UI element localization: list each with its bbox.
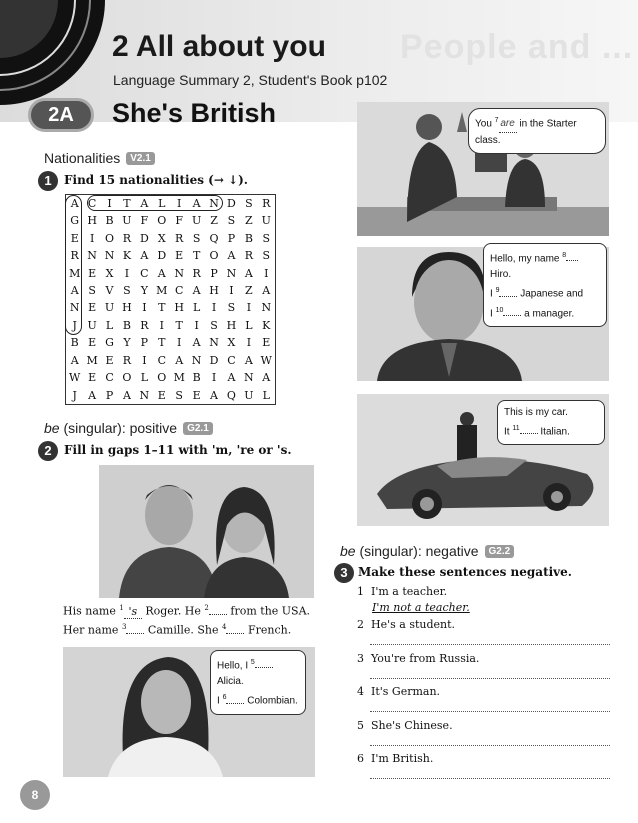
- negative-item-6-answer-line[interactable]: [370, 778, 610, 779]
- grid-cell[interactable]: O: [122, 371, 132, 385]
- grid-cell[interactable]: T: [158, 336, 166, 350]
- grid-cell[interactable]: C: [105, 371, 114, 385]
- grid-cell[interactable]: R: [122, 231, 132, 245]
- grid-cell[interactable]: N: [104, 249, 115, 263]
- nationalities-heading: [44, 150, 155, 166]
- grid-cell[interactable]: A: [210, 388, 218, 402]
- grid-cell[interactable]: U: [87, 318, 97, 332]
- grid-cell[interactable]: I: [142, 353, 147, 367]
- exercise-3-number: 3: [334, 563, 354, 583]
- grid-cell[interactable]: L: [105, 318, 114, 332]
- grid-cell[interactable]: P: [210, 266, 218, 280]
- grid-cell[interactable]: S: [262, 231, 271, 245]
- grid-cell[interactable]: X: [227, 336, 236, 350]
- grid-cell[interactable]: G: [70, 214, 80, 228]
- grid-cell[interactable]: I: [177, 336, 182, 350]
- gap-8-number: 8: [562, 252, 567, 259]
- grid-cell[interactable]: I: [229, 284, 234, 298]
- grid-cell[interactable]: C: [140, 266, 149, 280]
- found-word-circle-horizontal: [87, 195, 223, 211]
- gap-7-answer[interactable]: are: [499, 116, 517, 133]
- grid-cell[interactable]: I: [159, 318, 164, 332]
- unit-title: 2 All about you: [112, 30, 326, 63]
- grid-cell[interactable]: I: [264, 266, 269, 280]
- speech-bubble-car: [497, 400, 605, 445]
- negative-heading-rest: (singular): negative: [355, 543, 479, 559]
- hiro-text-d: Japanese and: [520, 288, 584, 300]
- grid-cell[interactable]: K: [122, 249, 132, 263]
- grid-cell[interactable]: A: [192, 336, 201, 350]
- grid-cell[interactable]: A: [244, 353, 253, 367]
- positive-sentence-1: [63, 604, 310, 619]
- grid-cell[interactable]: K: [262, 318, 271, 332]
- grid-cell[interactable]: B: [105, 214, 114, 228]
- grid-cell[interactable]: I: [124, 266, 130, 280]
- gap-6-number: 6: [222, 694, 227, 702]
- grid-cell[interactable]: A: [157, 266, 166, 280]
- grid-cell[interactable]: H: [174, 301, 184, 315]
- grid-cell[interactable]: C: [227, 353, 236, 367]
- gap-4-number: 4: [222, 623, 227, 631]
- speech-bubble-starter: [468, 108, 606, 154]
- negative-item-1-number: 1: [357, 585, 364, 598]
- page-number: 8: [20, 780, 50, 810]
- gap-11-blank[interactable]: [520, 433, 538, 434]
- grid-cell[interactable]: D: [139, 231, 149, 245]
- grid-cell[interactable]: W: [69, 371, 81, 385]
- grid-cell[interactable]: N: [139, 388, 150, 402]
- lesson-badge: 2A: [28, 98, 94, 132]
- gap-5-blank[interactable]: [255, 667, 273, 668]
- hiro-text-b: Hiro.: [490, 269, 512, 281]
- grid-cell[interactable]: E: [88, 301, 97, 315]
- grid-cell[interactable]: S: [175, 388, 183, 402]
- grid-cell[interactable]: A: [88, 388, 97, 402]
- grid-cell[interactable]: R: [70, 249, 79, 263]
- grid-cell[interactable]: A: [262, 284, 271, 298]
- exercise-1-instruction: Find 15 nationalities (→ ↓).: [64, 173, 248, 187]
- grid-cell[interactable]: C: [87, 197, 97, 210]
- grid-cell[interactable]: P: [227, 231, 236, 245]
- grid-cell[interactable]: D: [209, 353, 219, 367]
- found-word-circle-vertical: [65, 195, 82, 335]
- grid-cell[interactable]: A: [192, 197, 201, 210]
- grid-cell[interactable]: T: [158, 301, 166, 315]
- grid-cell[interactable]: A: [175, 353, 184, 367]
- negative-item-3-number: 3: [357, 652, 364, 665]
- negative-heading-be: be: [340, 543, 356, 559]
- grid-cell[interactable]: I: [211, 301, 217, 315]
- grid-cell[interactable]: S: [210, 318, 218, 332]
- alicia-text-a: Hello, I: [217, 660, 249, 672]
- negative-item-6-number: 6: [357, 752, 364, 765]
- positive-heading-be: be: [44, 420, 60, 436]
- negative-item-4-number: 4: [357, 685, 364, 698]
- exercise-3-instruction: Make these sentences negative.: [358, 565, 572, 579]
- gap-2-number: 2: [204, 604, 209, 612]
- grid-cell[interactable]: W: [260, 353, 272, 367]
- grid-cell[interactable]: S: [245, 197, 253, 210]
- grid-cell[interactable]: H: [226, 318, 237, 332]
- grid-cell[interactable]: H: [87, 214, 97, 228]
- starter-text-a: You: [475, 118, 492, 130]
- negative-item-2: [357, 618, 455, 631]
- lesson-title: She's British: [112, 98, 276, 128]
- grid-cell[interactable]: B: [70, 336, 79, 350]
- grid-cell[interactable]: R: [140, 318, 149, 332]
- grid-cell[interactable]: R: [244, 249, 254, 263]
- grid-cell[interactable]: E: [262, 336, 271, 350]
- grid-cell[interactable]: N: [209, 197, 219, 210]
- gap-6-blank[interactable]: [226, 703, 244, 704]
- grid-cell[interactable]: I: [211, 371, 217, 385]
- grid-cell[interactable]: N: [191, 353, 202, 367]
- grid-cell[interactable]: G: [105, 336, 114, 350]
- grid-cell[interactable]: I: [246, 336, 252, 350]
- grid-cell[interactable]: O: [157, 371, 167, 385]
- grid-cell[interactable]: N: [261, 301, 272, 315]
- grid-cell[interactable]: Y: [123, 336, 131, 350]
- grid-cell[interactable]: Q: [209, 231, 219, 245]
- grid-cell[interactable]: M: [86, 353, 98, 367]
- grid-cell[interactable]: F: [140, 214, 149, 228]
- grid-cell[interactable]: P: [105, 388, 114, 402]
- positive-line2-c: French.: [247, 623, 292, 637]
- gap-7-number: 7: [494, 117, 499, 124]
- grid-cell[interactable]: R: [262, 197, 271, 210]
- speech-bubble-hiro: [483, 243, 607, 327]
- hiro-text-a: Hello, my name: [490, 253, 560, 265]
- grid-cell[interactable]: M: [69, 266, 81, 280]
- grid-cell[interactable]: A: [70, 353, 79, 367]
- gap-4-blank[interactable]: [226, 633, 244, 634]
- grid-cell[interactable]: X: [157, 231, 166, 245]
- starter-text-b: in the Starter class.: [475, 118, 577, 147]
- grid-cell[interactable]: I: [89, 231, 95, 245]
- gap-1-answer[interactable]: 's: [124, 605, 142, 619]
- grid-cell[interactable]: F: [175, 214, 184, 228]
- exercise-1-number: 1: [38, 171, 58, 191]
- grid-cell[interactable]: E: [88, 266, 97, 280]
- grid-cell[interactable]: N: [209, 336, 219, 350]
- grid-cell[interactable]: I: [177, 197, 182, 210]
- gap-9-number: 9: [495, 287, 500, 295]
- hiro-text-f: a manager.: [524, 307, 575, 319]
- grid-cell[interactable]: N: [226, 266, 237, 280]
- word-search-grid[interactable]: [65, 194, 276, 405]
- negative-item-5-text: She's Chinese.: [371, 719, 453, 732]
- grid-cell[interactable]: S: [192, 231, 201, 245]
- negative-item-5: [357, 719, 453, 732]
- grid-cell[interactable]: M: [156, 284, 168, 298]
- negative-item-3-answer-line[interactable]: [370, 678, 610, 679]
- couple-photo: [99, 465, 314, 598]
- grid-cell[interactable]: Q: [226, 388, 236, 402]
- grid-cell[interactable]: S: [88, 284, 96, 298]
- grid-cell[interactable]: C: [174, 284, 184, 298]
- positive-sentence-2: [63, 623, 291, 637]
- grid-cell[interactable]: S: [262, 249, 271, 263]
- grid-cell[interactable]: E: [175, 249, 184, 263]
- grid-cell[interactable]: Y: [140, 284, 148, 298]
- grid-cell[interactable]: I: [246, 301, 252, 315]
- grid-cell[interactable]: J: [72, 388, 77, 402]
- grid-cell[interactable]: T: [123, 197, 131, 210]
- grid-cell[interactable]: A: [122, 388, 131, 402]
- alicia-text-b: Alicia.: [217, 676, 244, 688]
- grid-cell[interactable]: R: [192, 266, 201, 280]
- alicia-text-d: Colombian.: [247, 695, 298, 707]
- grid-cell[interactable]: N: [174, 266, 184, 280]
- grid-cell[interactable]: I: [107, 197, 112, 210]
- grid-cell[interactable]: M: [173, 371, 185, 385]
- positive-heading-rest: (singular): positive: [59, 420, 178, 436]
- positive-line1-a: His name: [63, 604, 116, 618]
- gap-2-blank[interactable]: [209, 614, 227, 615]
- negative-item-3: [357, 652, 479, 665]
- grid-cell[interactable]: A: [70, 197, 79, 210]
- negative-item-2-answer-line[interactable]: [370, 644, 610, 645]
- gap-3-blank[interactable]: [126, 633, 144, 634]
- grid-cell[interactable]: A: [192, 284, 201, 298]
- grid-cell[interactable]: S: [227, 301, 236, 315]
- negative-item-1: [357, 585, 447, 598]
- grid-cell[interactable]: L: [262, 388, 270, 402]
- grid-cell[interactable]: E: [88, 371, 97, 385]
- grid-cell[interactable]: T: [175, 318, 183, 332]
- header-ghost-text: People and ...: [400, 28, 634, 66]
- grid-cell[interactable]: R: [122, 353, 132, 367]
- grid-cell[interactable]: I: [142, 301, 147, 315]
- nationalities-heading-text: Nationalities: [44, 150, 121, 166]
- negative-item-2-number: 2: [357, 618, 364, 631]
- couple-illustration: [99, 465, 314, 598]
- car-text-c: Italian.: [540, 426, 570, 438]
- gap-11-number: 11: [512, 425, 520, 432]
- grid-cell[interactable]: P: [140, 336, 149, 350]
- grid-cell[interactable]: L: [158, 197, 166, 210]
- gap-1-number: 1: [119, 604, 124, 612]
- grid-cell[interactable]: C: [157, 353, 166, 367]
- grid-cell[interactable]: L: [245, 318, 253, 332]
- gap-10-blank[interactable]: [503, 315, 521, 316]
- language-summary-ref: Language Summary 2, Student's Book p102: [113, 72, 388, 88]
- negative-item-1-text: I'm a teacher.: [371, 585, 448, 598]
- grid-cell[interactable]: Z: [245, 284, 253, 298]
- gap-5-number: 5: [250, 659, 255, 666]
- grid-cell[interactable]: O: [157, 214, 167, 228]
- positive-line1-c: from the USA.: [230, 604, 311, 618]
- grid-cell[interactable]: E: [70, 231, 79, 245]
- grid-cell[interactable]: B: [244, 231, 253, 245]
- grid-cell[interactable]: E: [157, 388, 166, 402]
- positive-line2-b: Camille. She: [147, 623, 219, 637]
- grid-cell[interactable]: N: [244, 371, 254, 385]
- negative-item-2-text: He's a student.: [371, 618, 456, 631]
- grid-cell[interactable]: S: [123, 284, 131, 298]
- gap-10-number: 10: [495, 306, 504, 314]
- grid-cell[interactable]: A: [227, 249, 236, 263]
- car-text-a: This is my car.: [504, 407, 568, 418]
- grid-cell[interactable]: U: [104, 301, 115, 315]
- grid-cell[interactable]: V: [105, 284, 114, 298]
- grid-cell[interactable]: D: [157, 249, 167, 263]
- grid-cell[interactable]: O: [105, 231, 115, 245]
- grid-cell[interactable]: N: [69, 301, 80, 315]
- alicia-text-c: I: [217, 695, 220, 707]
- vocab-tag: V2.1: [126, 152, 155, 165]
- gap-9-blank[interactable]: [499, 296, 517, 297]
- grid-cell[interactable]: A: [70, 284, 79, 298]
- exercise-2-number: 2: [38, 441, 58, 461]
- gap-8-blank[interactable]: [566, 260, 578, 261]
- grid-cell[interactable]: A: [140, 249, 149, 263]
- speech-bubble-alicia: [210, 650, 306, 715]
- grid-cell[interactable]: U: [244, 388, 254, 402]
- negative-item-6-text: I'm British.: [371, 752, 434, 765]
- negative-item-5-answer-line[interactable]: [370, 745, 610, 746]
- grid-cell[interactable]: T: [192, 249, 201, 263]
- grammar-tag-negative: G2.2: [485, 545, 515, 558]
- negative-item-4-answer-line[interactable]: [370, 711, 610, 712]
- grid-cell[interactable]: B: [192, 371, 201, 385]
- hiro-text-e: I: [490, 307, 493, 319]
- grid-cell[interactable]: D: [227, 197, 236, 210]
- positive-line1-b: Roger. He: [145, 604, 201, 618]
- grid-cell[interactable]: S: [227, 214, 236, 228]
- grid-cell[interactable]: H: [209, 284, 219, 298]
- grid-cell[interactable]: N: [87, 249, 97, 263]
- grid-cell[interactable]: Z: [245, 214, 253, 228]
- grid-cell[interactable]: O: [209, 249, 219, 263]
- grid-cell[interactable]: U: [122, 214, 132, 228]
- negative-item-4: [357, 685, 440, 698]
- grid-cell[interactable]: L: [140, 371, 149, 385]
- car-text-b: It: [504, 426, 510, 438]
- negative-item-1-answer[interactable]: I'm not a teacher.: [372, 601, 470, 614]
- grid-cell[interactable]: A: [227, 371, 236, 385]
- hiro-text-c: I: [490, 288, 493, 300]
- grid-cell[interactable]: Z: [210, 214, 218, 228]
- grid-cell[interactable]: R: [175, 231, 184, 245]
- grid-cell[interactable]: U: [261, 214, 271, 228]
- negative-item-4-text: It's German.: [371, 685, 441, 698]
- grid-cell[interactable]: L: [192, 301, 201, 315]
- grid-cell[interactable]: H: [122, 301, 132, 315]
- grid-cell[interactable]: J: [72, 318, 77, 332]
- grammar-tag-positive: G2.1: [183, 422, 213, 435]
- grid-cell[interactable]: A: [140, 197, 149, 210]
- negative-item-6: [357, 752, 433, 765]
- grid-cell[interactable]: E: [192, 388, 201, 402]
- grid-cell[interactable]: E: [88, 336, 97, 350]
- positive-line2-a: Her name: [63, 623, 119, 637]
- negative-heading: [340, 543, 514, 559]
- grid-cell[interactable]: I: [194, 318, 199, 332]
- positive-heading: [44, 420, 213, 436]
- negative-item-5-number: 5: [357, 719, 364, 732]
- grid-cell[interactable]: B: [122, 318, 131, 332]
- gap-3-number: 3: [121, 623, 127, 631]
- negative-item-3-text: You're from Russia.: [371, 652, 480, 665]
- grid-cell[interactable]: E: [105, 353, 114, 367]
- grid-cell[interactable]: U: [191, 214, 202, 228]
- grid-cell[interactable]: A: [262, 371, 271, 385]
- grid-cell[interactable]: A: [244, 266, 253, 280]
- grid-cell[interactable]: X: [105, 266, 114, 280]
- exercise-2-instruction: Fill in gaps 1–11 with 'm, 're or 's.: [64, 443, 292, 457]
